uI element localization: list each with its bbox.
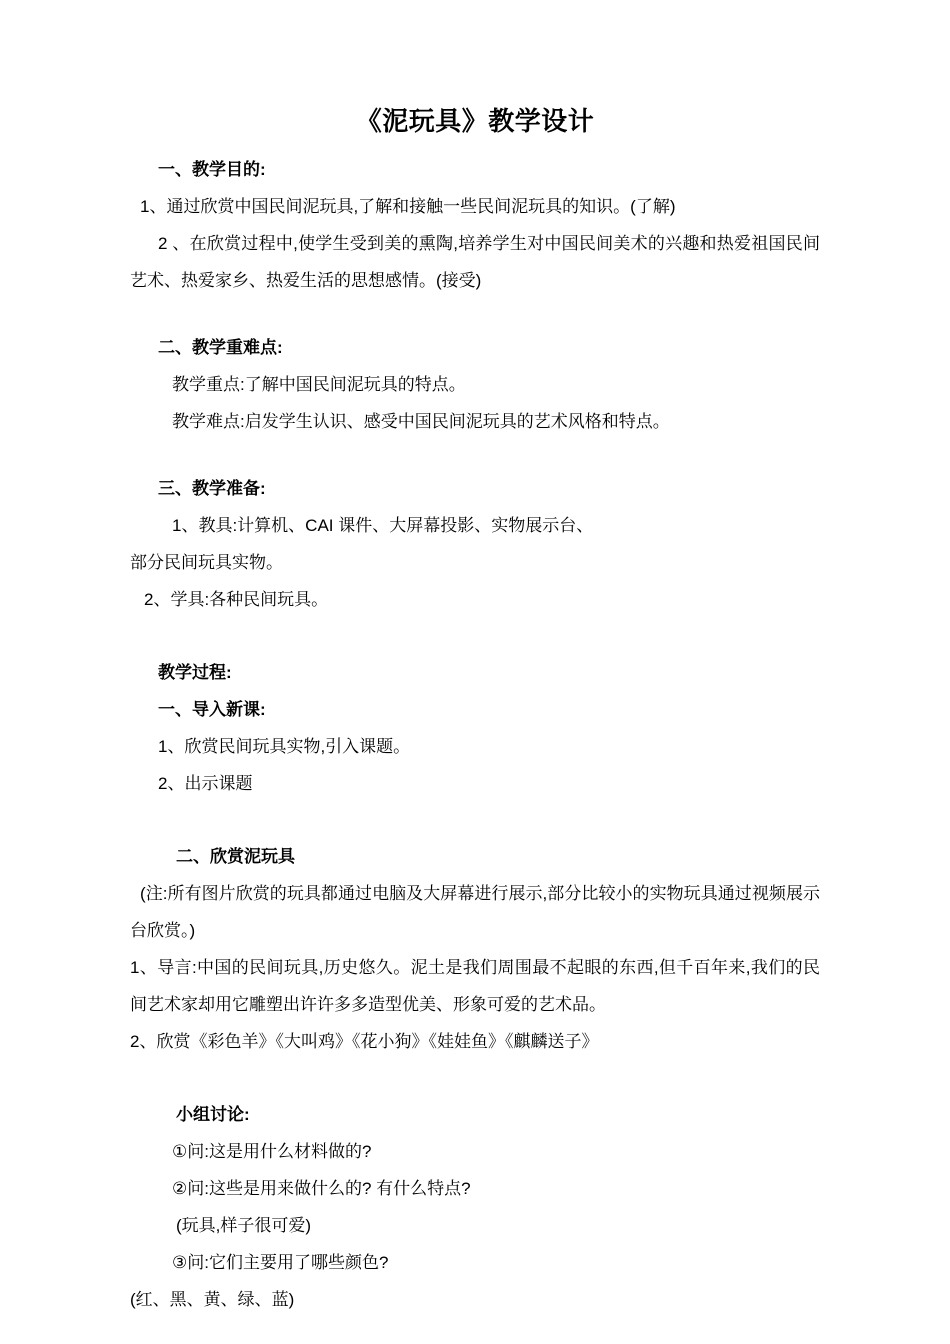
preparation-item-2: 2、学具:各种民间玩具。 (144, 590, 329, 610)
spacer (130, 440, 820, 470)
page-title: 《泥玩具》教学设计 (355, 106, 595, 136)
appreciation-item-2: 2、欣赏《彩色羊》《大叫鸡》《花小狗》《娃娃鱼》《麒麟送子》 (130, 1032, 599, 1052)
spacer (130, 299, 820, 329)
section-heading-objectives: 一、教学目的: (158, 160, 266, 180)
spacer (130, 802, 820, 838)
document-body (130, 104, 820, 1318)
appreciation-item-1: 1、导言:中国的民间玩具,历史悠久。泥土是我们周围最不起眼的东西,但千百年来,我们的民间艺术家却用它雕塑出许许多多造型优美、形象可爱的艺术品。 (130, 958, 820, 1015)
discussion-answer-2: (玩具,样子很可爱) (176, 1216, 312, 1236)
section-heading-discussion: 小组讨论: (176, 1105, 250, 1125)
key-point-difficulty: 教学难点:启发学生认识、感受中国民间泥玩具的艺术风格和特点。 (172, 412, 670, 432)
appreciation-note: (注:所有图片欣赏的玩具都通过电脑及大屏幕进行展示,部分比较小的实物玩具通过视频展示台欣赏。) (130, 884, 820, 941)
objective-item-1: 1、通过欣赏中国民间泥玩具,了解和接触一些民间泥玩具的知识。(了解) (140, 197, 676, 217)
section-heading-preparation: 三、教学准备: (158, 479, 266, 499)
preparation-item-1-line-1: 1、教具:计算机、CAI 课件、大屏幕投影、实物展示台、 (172, 516, 594, 536)
section-heading-process: 教学过程: (158, 663, 232, 683)
objective-item-2: 2 、在欣赏过程中,使学生受到美的熏陶,培养学生对中国民间美术的兴趣和热爱祖国民间艺术、热爱家乡、热爱生活的思想感情。(接受) (130, 234, 820, 291)
section-heading-key-points: 二、教学重难点: (158, 338, 283, 358)
discussion-question-3: ③问:它们主要用了哪些颜色? (172, 1253, 389, 1273)
discussion-question-1: ①问:这是用什么材料做的? (172, 1142, 372, 1162)
spacer (130, 618, 820, 654)
discussion-answer-3: (红、黑、黄、绿、蓝) (130, 1290, 295, 1310)
section-heading-intro: 一、导入新课: (158, 700, 266, 720)
key-point-focus: 教学重点:了解中国民间泥玩具的特点。 (172, 375, 466, 395)
intro-item-2: 2、出示课题 (158, 774, 253, 794)
preparation-item-1-line-2: 部分民间玩具实物。 (130, 553, 283, 573)
spacer (130, 1060, 820, 1096)
intro-item-1: 1、欣赏民间玩具实物,引入课题。 (158, 737, 411, 757)
discussion-question-2: ②问:这些是用来做什么的? 有什么特点? (172, 1179, 471, 1199)
section-heading-appreciation: 二、欣赏泥玩具 (176, 847, 295, 867)
